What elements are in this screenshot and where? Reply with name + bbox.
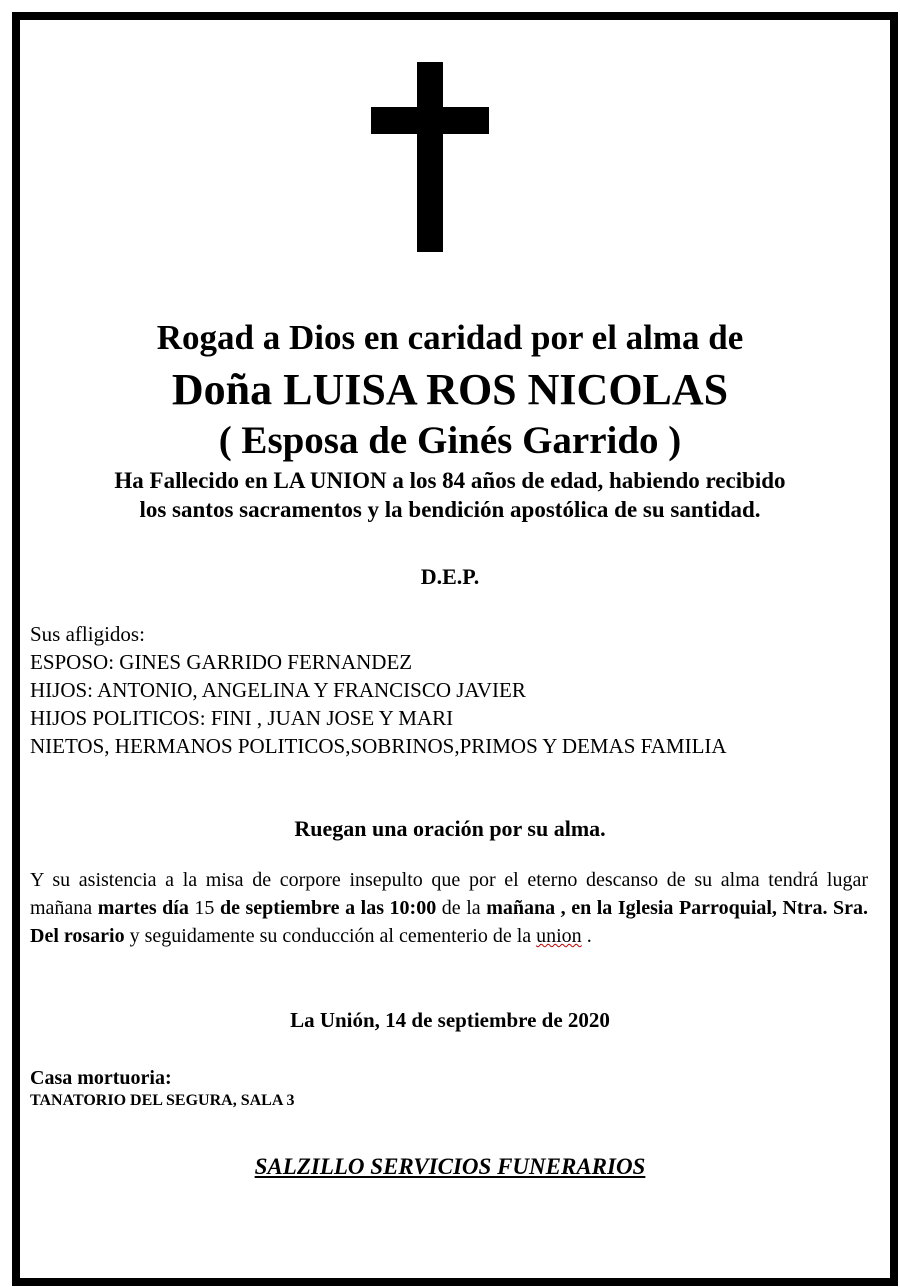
place-date: La Unión, 14 de septiembre de 2020 <box>290 1008 610 1032</box>
mass-text: 15 <box>188 897 220 919</box>
funeral-home-label: Casa mortuoria: <box>30 1067 172 1089</box>
family-line: ESPOSO: GINES GARRIDO FERNANDEZ <box>30 650 413 674</box>
mass-date-time: de septiembre a las 10:00 <box>219 897 437 919</box>
mass-paragraph <box>30 866 868 950</box>
mass-text: Y su asistencia a la misa de corpore insepulto que por el eterno descanso de su alma tendrá lugar mañana <box>30 869 868 919</box>
family-intro: Sus afligidos: <box>30 622 145 646</box>
death-notice-line-2: los santos sacramentos y la bendición apostólica de su santidad. <box>139 497 761 522</box>
intro-line: Rogad a Dios en caridad por el alma de <box>156 318 744 357</box>
funeral-home-place: TANATORIO DEL SEGURA, SALA 3 <box>30 1092 295 1109</box>
spouse-line: ( Esposa de Ginés Garrido ) <box>218 419 682 462</box>
mass-text: . <box>581 925 592 947</box>
death-notice <box>0 466 900 524</box>
mass-day: martes día <box>97 897 189 919</box>
mass-text: y seguidamente su conducción al cementerio de la <box>124 925 537 947</box>
deceased-name: Doña LUISA ROS NICOLAS <box>171 365 729 414</box>
dep-line: D.E.P. <box>420 564 480 589</box>
funeral-home <box>30 1066 295 1112</box>
family-line: HIJOS: ANTONIO, ANGELINA Y FRANCISCO JAVIER <box>30 678 526 702</box>
family-list <box>30 620 727 760</box>
death-notice-line-1: Ha Fallecido en LA UNION a los 84 años de edad, habiendo recibido <box>114 468 786 493</box>
cross-icon-bar <box>371 107 489 134</box>
family-line: NIETOS, HERMANOS POLITICOS,SOBRINOS,PRIMOS Y DEMAS FAMILIA <box>30 734 727 758</box>
family-line: HIJOS POLITICOS: FINI , JUAN JOSE Y MARI <box>30 706 454 730</box>
misspelled-word: union <box>536 925 582 947</box>
mass-text: de la <box>436 897 487 919</box>
cross-icon <box>417 62 443 252</box>
prayer-request: Ruegan una oración por su alma. <box>294 816 606 841</box>
mass-location: mañana , en la Iglesia Parroquial, Ntra. Sra. Del rosario <box>30 897 869 947</box>
funeral-services-name: SALZILLO SERVICIOS FUNERARIOS <box>254 1154 646 1179</box>
